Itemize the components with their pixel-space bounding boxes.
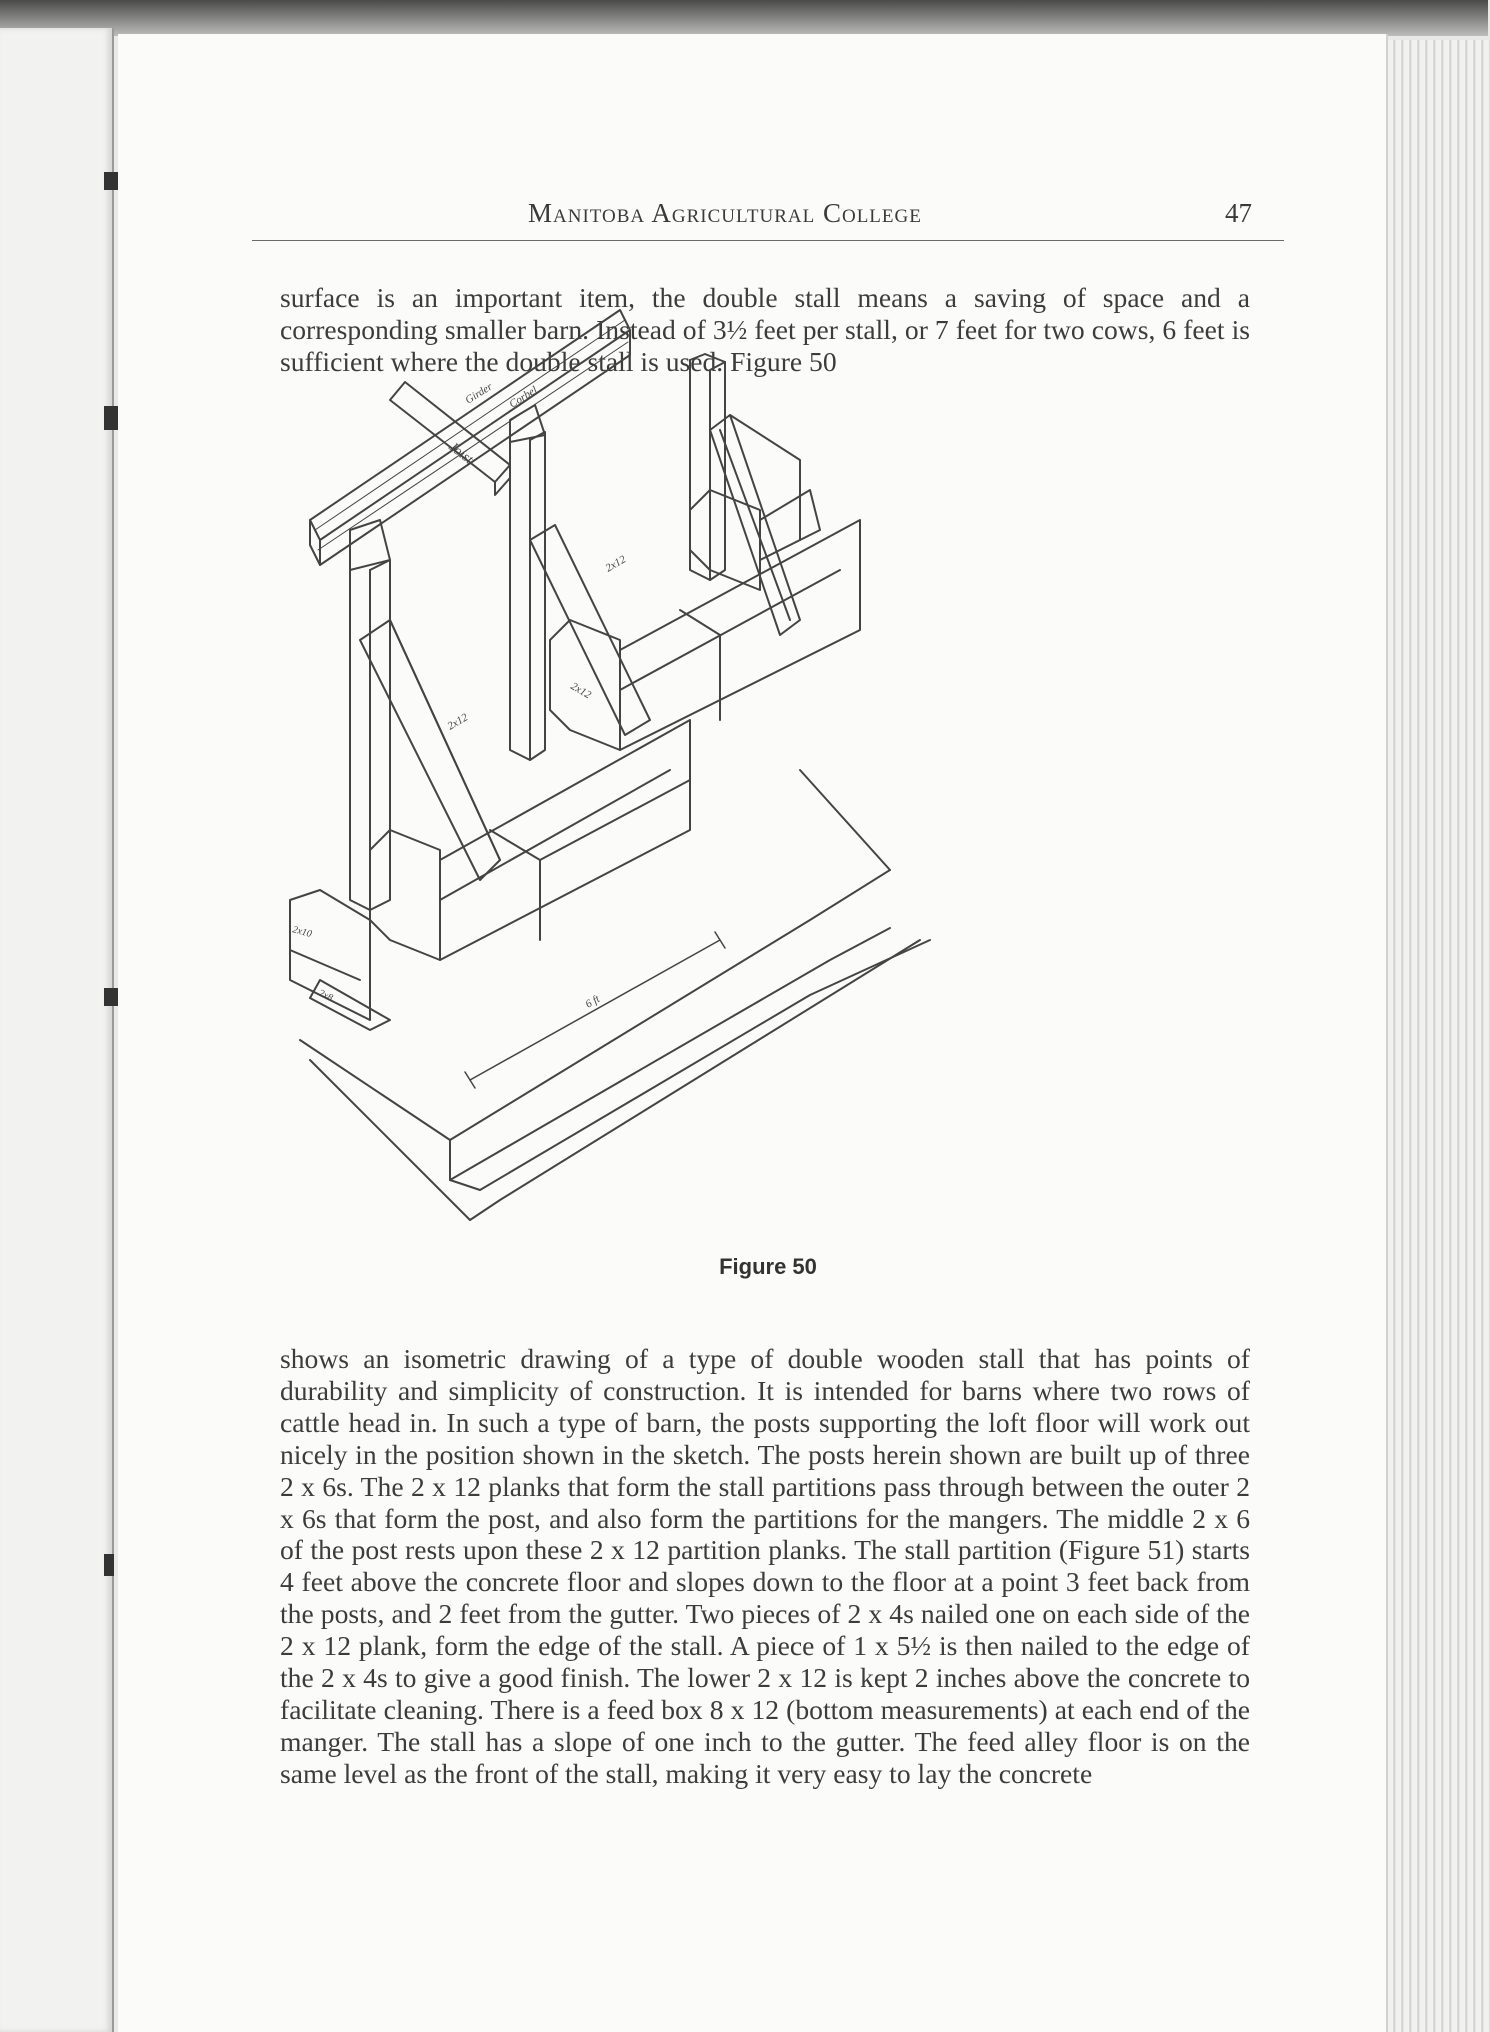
label-dimension: 6 ft xyxy=(583,993,602,1011)
label-plank-center: 2x12 xyxy=(568,680,594,702)
binding-mark xyxy=(104,172,118,190)
label-plank-right: 2x12 xyxy=(603,553,629,575)
label-girder: Girder xyxy=(463,380,495,407)
paragraph-top: surface is an important item, the double stall means a saving of space and a corresponding smaller barn. Instead of 3½ feet per stall, or 7 feet for two cows, 6 feet is sufficient where the double stall is used. Figure 50 xyxy=(280,282,1250,377)
label-small-left: 2x8 xyxy=(316,987,335,1004)
left-page-edge xyxy=(0,28,114,2032)
page-stack-edge xyxy=(1386,40,1490,2032)
running-title: Manitoba Agricultural College xyxy=(528,198,922,228)
top-edge-shadow xyxy=(0,0,1488,36)
label-corbel: Corbel xyxy=(507,384,540,411)
stall-isometric-drawing xyxy=(291,380,1230,1250)
binding-mark xyxy=(104,406,118,430)
binding-mark xyxy=(104,1554,114,1576)
paragraph-main: shows an isometric drawing of a type of double wooden stall that has points of durability and simplicity of construction. It is intended for barns where two rows of cattle head in. In such a type of barn, the posts supporting the loft floor will work out nicely in the position shown in the sketch. The posts herein shown are built up of three 2 x 6s. The 2 x 12 planks that form the stall partitions pass through between the outer 2 x 6s that form the post, and also form the partitions for the mangers. The middle 2 x 6 of the post rests upon these 2 x 12 partition planks. The stall partition (Figure 51) starts 4 feet above the concrete floor and slopes down to the floor at a point 3 feet back from the posts, and 2 feet from the gutter. Two pieces of 2 x 4s nailed one on each side of the 2 x 12 plank, form the edge of the stall. A piece of 1 x 5½ is then nailed to the edge of the 2 x 4s to give a good finish. The lower 2 x 12 is kept 2 inches above the concrete to facilitate cleaning. There is a feed box 8 x 12 (bottom measurements) at each end of the manger. The stall has a slope of one inch to the gutter. The feed alley floor is on the same level as the front of the stall, making it very easy to lay the concrete xyxy=(280,1343,1250,1789)
binding-mark xyxy=(104,988,118,1006)
figure-caption xyxy=(0,1254,1488,1280)
page-number: 47 xyxy=(1225,198,1252,228)
figure-caption-text: Figure 50 xyxy=(719,1254,817,1279)
label-plank-far-left: 2x10 xyxy=(291,924,313,940)
label-plank-left: 2x12 xyxy=(445,711,471,733)
label-joist: Joist xyxy=(445,439,476,468)
running-head xyxy=(252,196,1284,241)
